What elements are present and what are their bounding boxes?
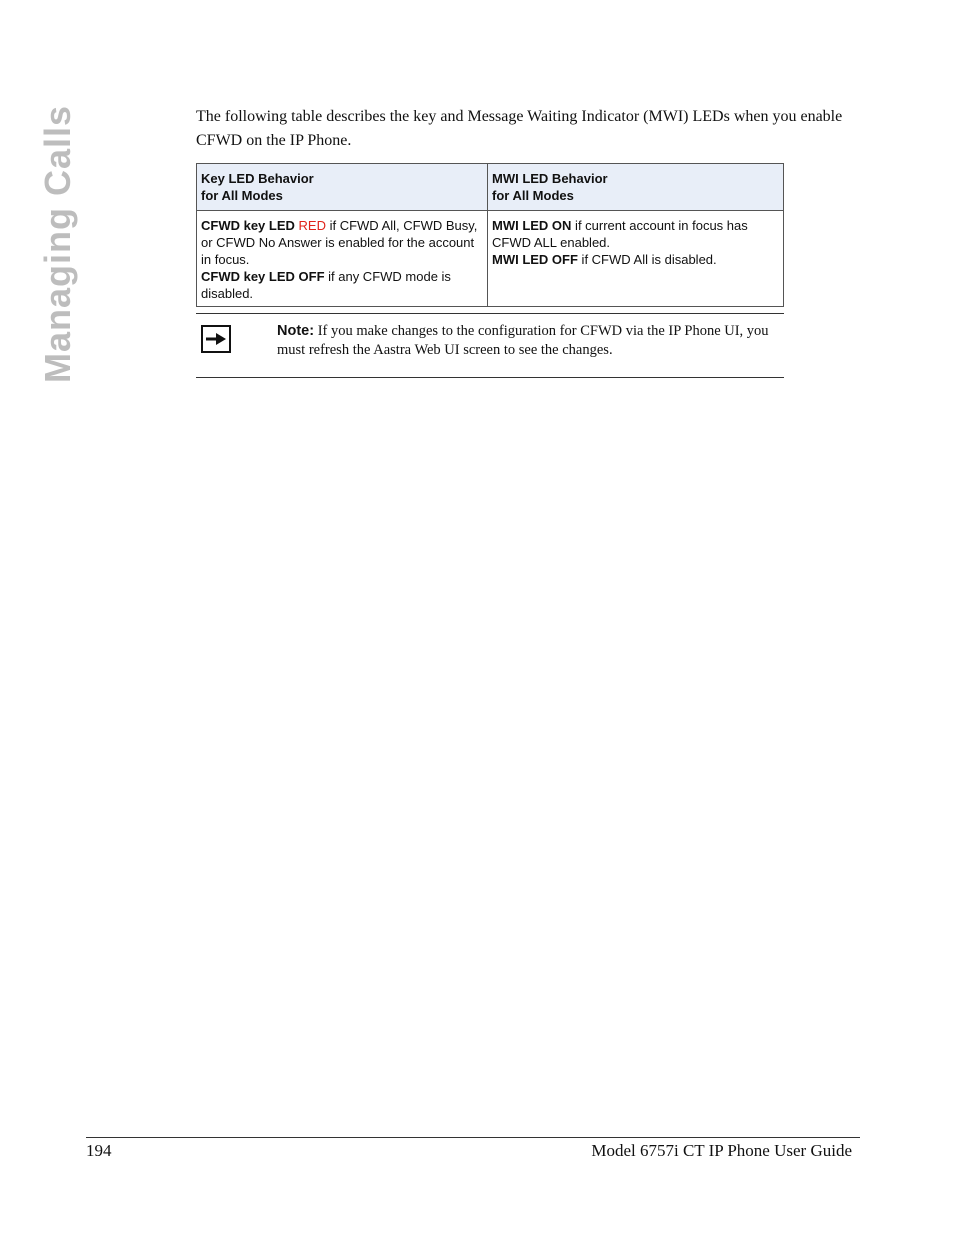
header-key-led-line1: Key LED Behavior bbox=[201, 171, 314, 186]
key-led-on-label: CFWD key LED bbox=[201, 218, 295, 233]
key-led-off-desc: if any CFWD mode is disabled. bbox=[201, 269, 451, 301]
intro-paragraph: The following table describes the key and Message Waiting Indicator (MWI) LEDs when you enable CFWD on the IP Phone. bbox=[196, 108, 843, 149]
chapter-side-label-text: Managing Calls bbox=[37, 104, 79, 384]
right-arrow-icon bbox=[201, 325, 231, 353]
mwi-led-off-label: MWI LED OFF bbox=[492, 252, 578, 267]
header-mwi-led bbox=[488, 164, 784, 211]
key-led-on-desc: if CFWD All, CFWD Busy, or CFWD No Answer is enabled for the account in focus. bbox=[201, 218, 478, 267]
mwi-led-on-label: MWI LED ON bbox=[492, 218, 572, 233]
key-led-color: RED bbox=[298, 218, 326, 233]
mwi-led-off-desc: if CFWD All is disabled. bbox=[577, 252, 717, 267]
note-text bbox=[277, 322, 783, 360]
header-key-led-line2: for All Modes bbox=[201, 188, 283, 203]
header-key-led bbox=[197, 164, 488, 211]
note-box bbox=[196, 313, 784, 378]
header-mwi-led-line1: MWI LED Behavior bbox=[492, 171, 608, 186]
guide-title: Model 6757i CT IP Phone User Guide bbox=[591, 1141, 852, 1160]
chapter-side-label bbox=[36, 104, 80, 384]
led-behavior-table bbox=[196, 163, 784, 307]
table-header-row bbox=[197, 164, 784, 211]
key-led-cell bbox=[197, 211, 488, 307]
footer-rule bbox=[86, 1137, 860, 1138]
right-arrow-icon-graphic bbox=[205, 332, 227, 346]
page-number: 194 bbox=[86, 1141, 112, 1160]
mwi-led-on-desc: if current account in focus has CFWD ALL enabled. bbox=[492, 218, 748, 250]
mwi-led-cell bbox=[488, 211, 784, 307]
table-row bbox=[197, 211, 784, 307]
key-led-off-label: CFWD key LED OFF bbox=[201, 269, 325, 284]
header-mwi-led-line2: for All Modes bbox=[492, 188, 574, 203]
note-label: Note: bbox=[277, 323, 315, 339]
note-body: If you make changes to the configuration for CFWD via the IP Phone UI, you must refresh the Aastra Web UI screen to see the changes. bbox=[277, 323, 769, 358]
